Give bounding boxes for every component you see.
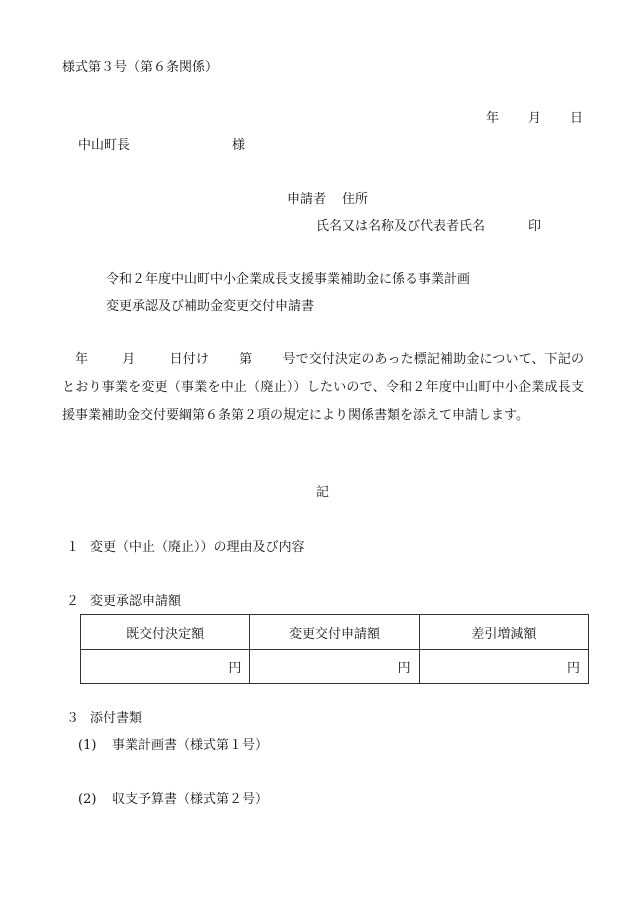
seal-mark: 印: [528, 219, 542, 234]
body-paragraph: [62, 346, 584, 430]
addressee-honorific: 様: [232, 138, 246, 153]
cell-previous-amount[interactable]: 円: [81, 650, 250, 684]
amount-table-row: [81, 650, 589, 684]
addressee-name: 中山町長: [78, 138, 131, 153]
section1-number: １: [66, 540, 80, 555]
document-title-line1: 令和２年度中山町中小企業成長支援事業補助金に係る事業計画: [106, 272, 471, 287]
date-month: 月: [528, 111, 542, 126]
attachment-1-label: 事業計画書（様式第１号）: [112, 738, 269, 753]
section2-number: ２: [66, 594, 80, 609]
section3-title: 添付書類: [90, 711, 143, 726]
applicant-address-label: 住所: [342, 192, 369, 207]
form-number: 様式第３号（第６条関係）: [62, 60, 219, 75]
body-text: 号で交付決定のあった標記補助金について、下記のとおり事業を変更（事業を中止（廃止））したいので、令和２年度中山町中小企業成長支援事業補助金交付要綱第６条第２項の規定により関係書類を添えて申請します。: [62, 352, 584, 423]
ref-year: 年: [75, 352, 89, 367]
section3-number: ３: [66, 711, 80, 726]
ref-day: 日付け: [169, 352, 210, 367]
attachment-2-label: 収支予算書（様式第２号）: [112, 792, 269, 807]
cell-requested-amount[interactable]: 円: [250, 650, 419, 684]
ref-month: 月: [122, 352, 136, 367]
cell-difference[interactable]: 円: [419, 650, 588, 684]
date-year: 年: [486, 111, 500, 126]
section2-title: 変更承認申請額: [90, 594, 182, 609]
applicant-name-label: 氏名又は名称及び代表者氏名: [316, 219, 486, 234]
ki-heading: 記: [316, 485, 330, 500]
header-previous-amount: 既交付決定額: [81, 615, 250, 650]
amount-table-header-row: [81, 615, 589, 650]
attachment-2-number: (2): [78, 792, 97, 807]
applicant-label: 申請者: [287, 192, 327, 207]
header-difference: 差引増減額: [419, 615, 588, 650]
date-day: 日: [570, 111, 584, 126]
amount-table: [80, 614, 589, 684]
attachment-1-number: (1): [78, 738, 97, 753]
section1-title: 変更（中止（廃止））の理由及び内容: [90, 540, 305, 555]
document-title-line2: 変更承認及び補助金変更交付申請書: [106, 299, 315, 314]
header-requested-amount: 変更交付申請額: [250, 615, 419, 650]
ref-no-prefix: 第: [239, 352, 253, 367]
